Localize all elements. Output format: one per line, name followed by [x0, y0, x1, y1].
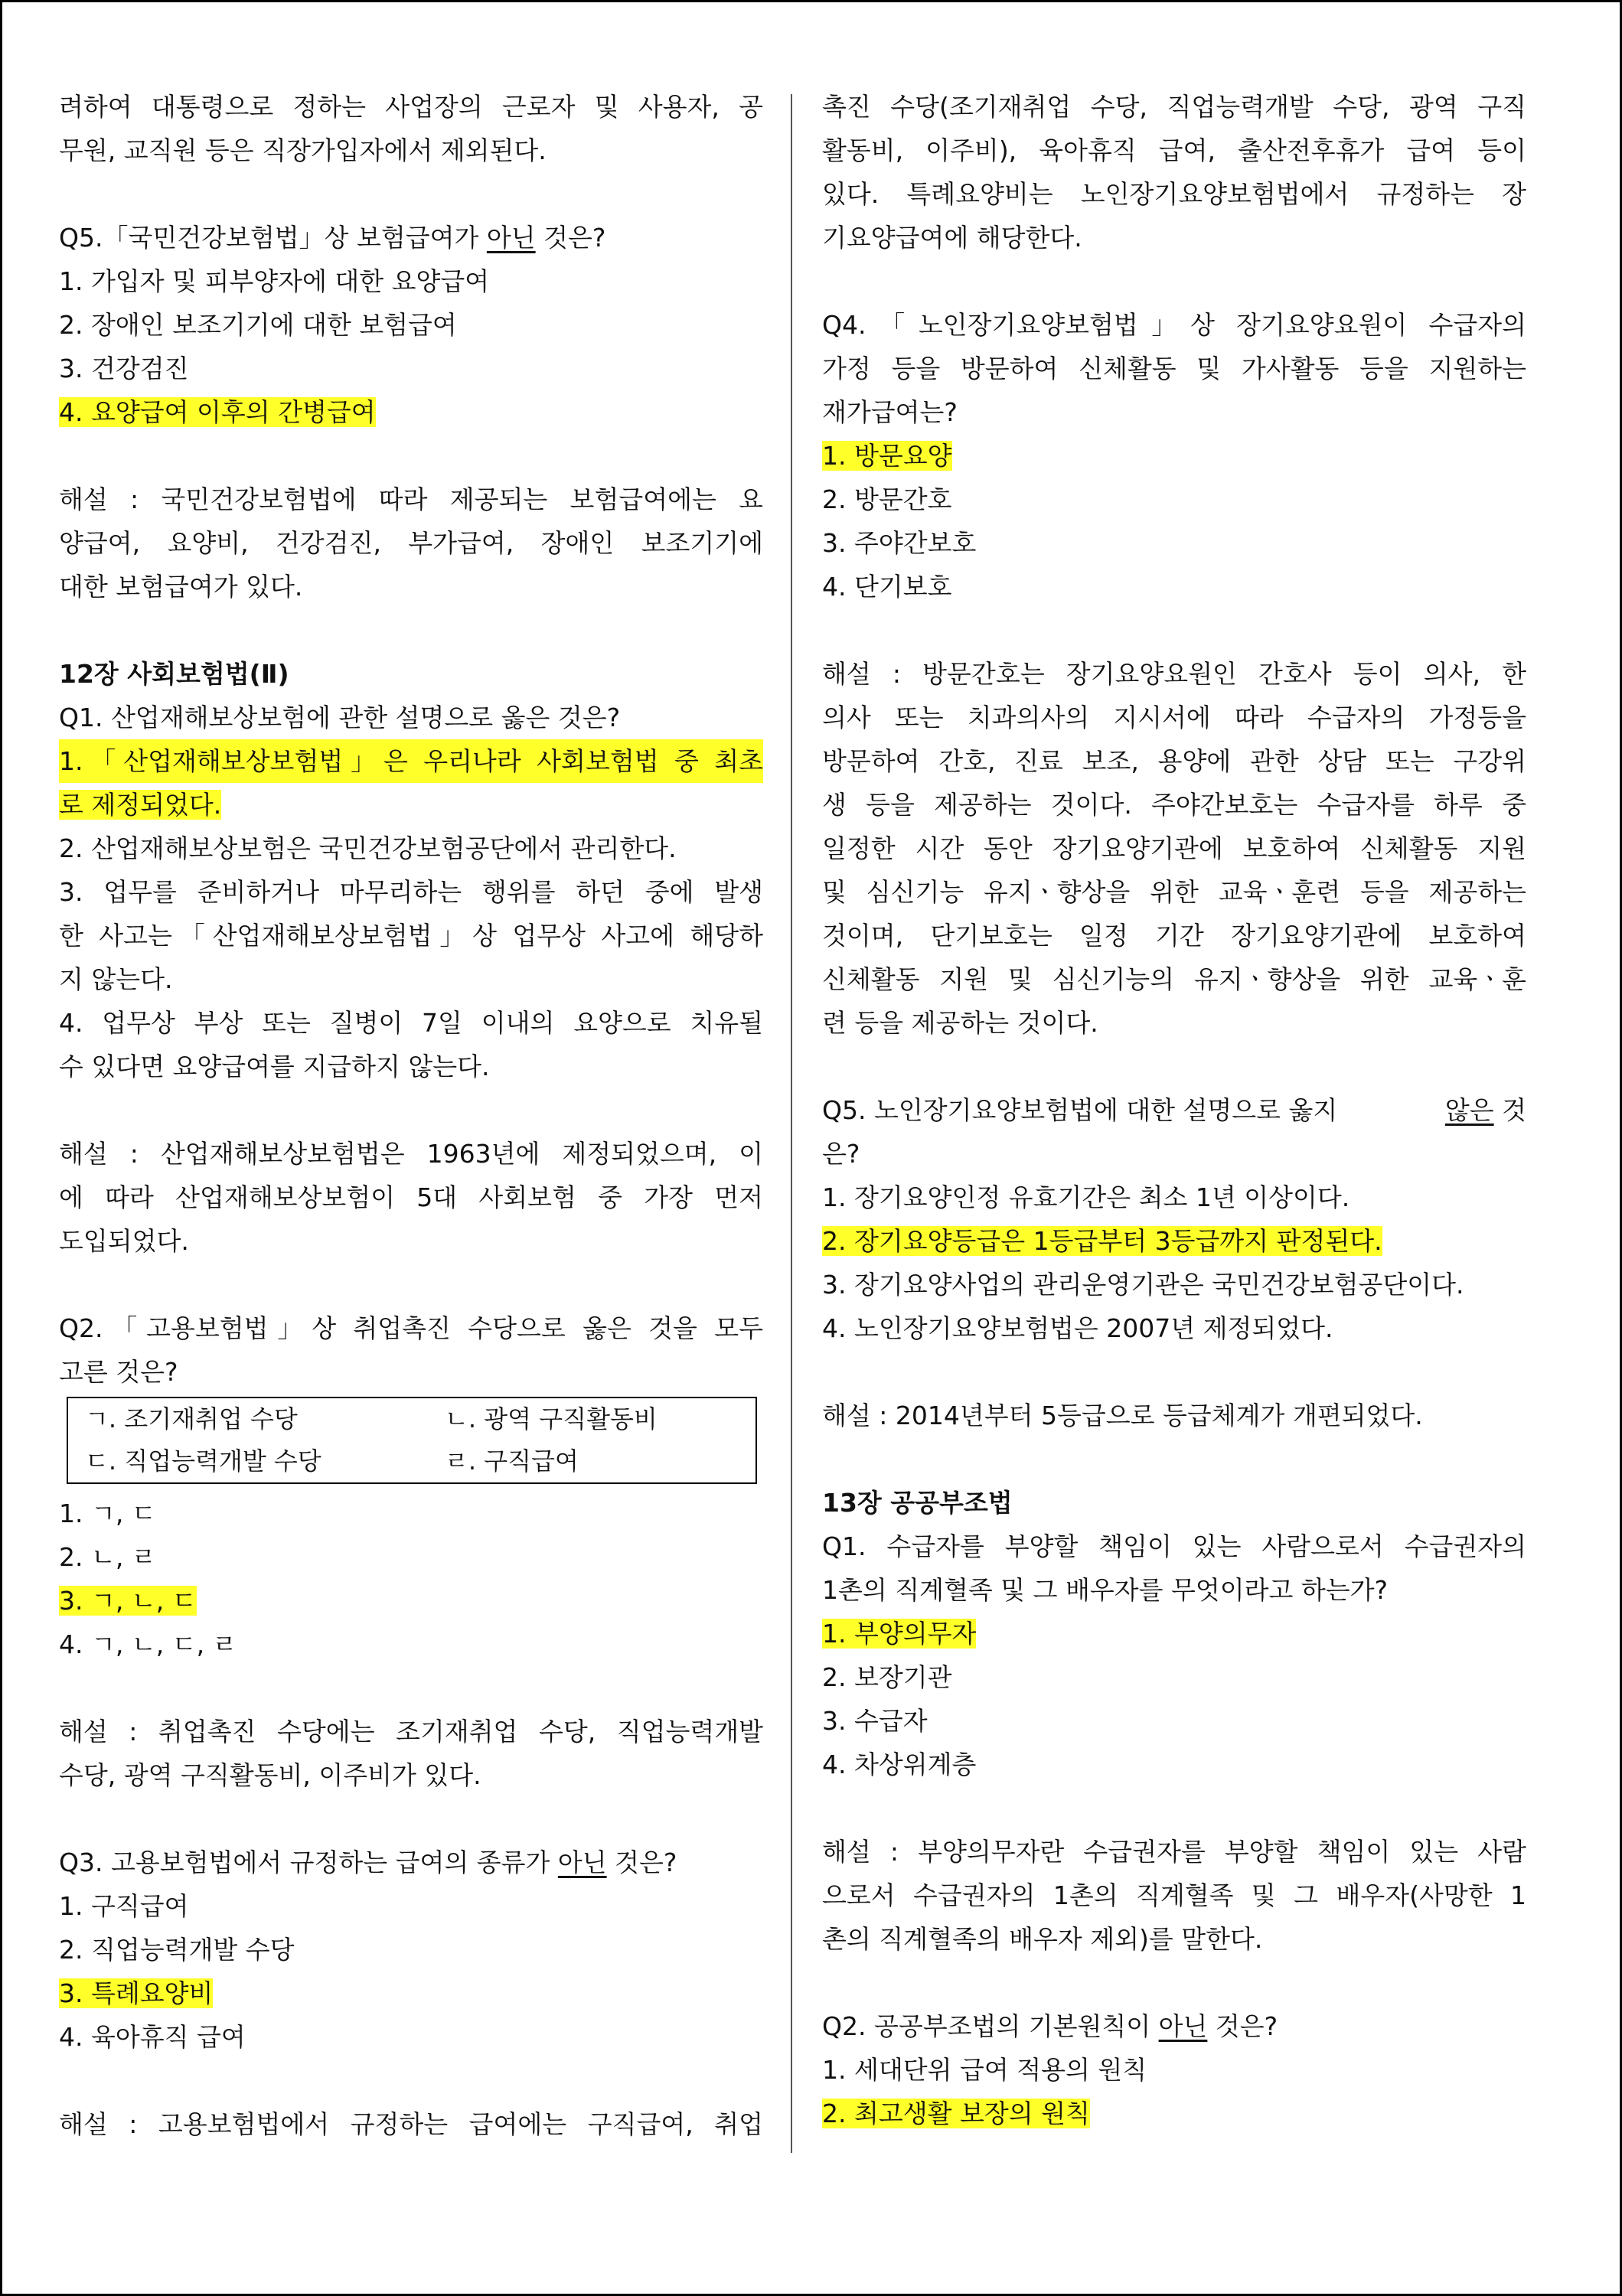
answer-highlight: 3. ㄱ, ㄴ, ㄷ	[59, 1586, 197, 1616]
option-1: 1. 구직급여	[59, 1891, 189, 1921]
left-column	[59, 85, 763, 2146]
option-2: 2. 산업재해보상보험은 국민건강보험공단에서 관리한다.	[59, 833, 677, 863]
option-1: 1. 장기요양인정 유효기간은 최소 1년 이상이다.	[822, 1182, 1350, 1212]
option-3: 3. 주야간보호	[822, 528, 977, 558]
choice-box	[67, 1397, 757, 1484]
underlined-word: 아닌	[486, 223, 536, 253]
continuation-line: 촉진 수당(조기재취업 수당, 직업능력개발 수당, 광역 구직	[822, 92, 1526, 122]
underlined-word: 아닌	[557, 1848, 607, 1877]
option-2: 2. ㄴ, ㄹ	[59, 1542, 156, 1572]
explanation-line: 련 등을 제공하는 것이다.	[822, 1008, 1098, 1038]
underlined-word: 않은	[1444, 1095, 1494, 1125]
option-2: 2. 장애인 보조기기에 대한 보험급여	[59, 310, 457, 340]
continuation-line: 기요양급여에 해당한다.	[822, 223, 1082, 253]
intro-line-1: 려하여 대통령으로 정하는 사업장의 근로자 및 사용자, 공	[59, 92, 763, 122]
explanation-line: 해설 : 고용보험법에서 규정하는 급여에는 구직급여, 취업	[59, 2109, 763, 2139]
ch12-q1-question: Q1. 산업재해보상보험에 관한 설명으로 옳은 것은?	[59, 703, 621, 732]
choice-item: ㄹ. 구직급여	[445, 1446, 579, 1476]
explanation-line: 해설 : 부양의무자란 수급권자를 부양할 책임이 있는 사람	[822, 1837, 1526, 1867]
explanation-line: 양급여, 요양비, 건강검진, 부가급여, 장애인 보조기기에	[59, 528, 763, 558]
answer-highlight: 3. 특례요양비	[59, 1978, 214, 2008]
answer-highlight: 1. 부양의무자	[822, 1619, 977, 1649]
column-divider	[791, 94, 792, 2153]
answer-highlight: 1. 방문요양	[822, 441, 952, 471]
ch12-q5-question: Q5. 노인장기요양보험법에 대한 설명으로 옳지 않은 것	[822, 1095, 1526, 1125]
continuation-line: 있다. 특례요양비는 노인장기요양보험법에서 규정하는 장	[822, 179, 1526, 209]
answer-highlight: 2. 장기요양등급은 1등급부터 3등급까지 판정된다.	[822, 1226, 1382, 1256]
explanation-line: 도입되었다.	[59, 1226, 189, 1256]
ch12-q2-question: Q2.「고용보험법」상 취업촉진 수당으로 옳은 것을 모두	[59, 1313, 763, 1343]
option-2: 2. 직업능력개발 수당	[59, 1935, 295, 1965]
explanation-line: 것이며, 단기보호는 일정 기간 장기요양기관에 보호하여	[822, 921, 1526, 951]
explanation-line: 일정한 시간 동안 장기요양기관에 보호하여 신체활동 지원	[822, 833, 1526, 863]
ch12-q5-question: 은?	[822, 1139, 860, 1169]
option-4: 4. 노인장기요양보험법은 2007년 제정되었다.	[822, 1313, 1333, 1343]
choice-item: ㄷ. 직업능력개발 수당	[85, 1446, 321, 1476]
option-3: 한 사고는「산업재해보상보험법」상 업무상 사고에 해당하	[59, 921, 763, 951]
answer-highlight: 로 제정되었다.	[59, 790, 222, 820]
option-3: 3. 수급자	[822, 1706, 928, 1736]
ch12-q4-question: 재가급여는?	[822, 397, 958, 427]
choice-item: ㄴ. 광역 구직활동비	[445, 1404, 658, 1433]
ch12-q2-question: 고른 것은?	[59, 1357, 178, 1387]
intro-line-2: 무원, 교직원 등은 직장가입자에서 제외된다.	[59, 135, 547, 165]
option-3: 3. 장기요양사업의 관리운영기관은 국민건강보험공단이다.	[822, 1270, 1464, 1300]
chapter-13-title: 13장 공공부조법	[822, 1488, 1013, 1518]
ch12-q3-question: Q3. 고용보험법에서 규정하는 급여의 종류가 아닌 것은?	[59, 1848, 677, 1877]
option-4: 수 있다면 요양급여를 지급하지 않는다.	[59, 1052, 490, 1081]
explanation-line: 신체활동 지원 및 심신기능의 유지ㆍ향상을 위한 교육ㆍ훈	[822, 964, 1526, 994]
explanation-line: 으로서 수급권자의 1촌의 직계혈족 및 그 배우자(사망한 1	[822, 1880, 1526, 1910]
explanation-line: 대한 보험급여가 있다.	[59, 572, 303, 602]
explanation-line: 해설 : 방문간호는 장기요양요원인 간호사 등이 의사, 한	[822, 659, 1526, 689]
option-1: 1. 세대단위 급여 적용의 원칙	[822, 2055, 1147, 2085]
explanation-line: 해설 : 2014년부터 5등급으로 등급체계가 개편되었다.	[822, 1401, 1423, 1430]
choice-item: ㄱ. 조기재취업 수당	[85, 1404, 298, 1433]
option-1: 1. ㄱ, ㄷ	[59, 1499, 156, 1528]
explanation-line: 방문하여 간호, 진료 보조, 용양에 관한 상담 또는 구강위	[822, 746, 1526, 776]
continuation-line: 활동비, 이주비), 육아휴직 급여, 출산전후휴가 급여 등이	[822, 135, 1526, 165]
option-4: 4. 단기보호	[822, 572, 952, 602]
explanation-line: 촌의 직계혈족의 배우자 제외)를 말한다.	[822, 1924, 1263, 1954]
ch11-q5-question: Q5.「국민건강보험법」상 보험급여가 아닌 것은?	[59, 223, 606, 253]
chapter-12-title: 12장 사회보험법(Ⅱ)	[59, 659, 289, 689]
ch13-q1-question: Q1. 수급자를 부양할 책임이 있는 사람으로서 수급권자의	[822, 1531, 1526, 1561]
explanation-line: 해설 : 산업재해보상보험법은 1963년에 제정되었으며, 이	[59, 1139, 763, 1169]
explanation-line: 수당, 광역 구직활동비, 이주비가 있다.	[59, 1760, 481, 1790]
ch13-q2-question: Q2. 공공부조법의 기본원칙이 아닌 것은?	[822, 2011, 1278, 2041]
option-4: 4. ㄱ, ㄴ, ㄷ, ㄹ	[59, 1629, 237, 1659]
answer-highlight: 4. 요양급여 이후의 간병급여	[59, 397, 376, 427]
explanation-line: 생 등을 제공하는 것이다. 주야간보호는 수급자를 하루 중	[822, 790, 1526, 820]
option-3: 지 않는다.	[59, 964, 173, 994]
option-4: 4. 업무상 부상 또는 질병이 7일 이내의 요양으로 치유될	[59, 1008, 763, 1038]
ch13-q1-question: 1촌의 직계혈족 및 그 배우자를 무엇이라고 하는가?	[822, 1575, 1389, 1605]
explanation-line: 및 심신기능 유지ㆍ향상을 위한 교육ㆍ훈련 등을 제공하는	[822, 877, 1526, 907]
right-column	[822, 85, 1526, 2135]
explanation-line: 에 따라 산업재해보상보험이 5대 사회보험 중 가장 먼저	[59, 1182, 763, 1212]
underlined-word: 아닌	[1158, 2011, 1208, 2041]
explanation-line: 의사 또는 치과의사의 지시서에 따라 수급자의 가정등을	[822, 703, 1526, 732]
option-4: 4. 육아휴직 급여	[59, 2022, 246, 2052]
option-1: 1. 가입자 및 피부양자에 대한 요양급여	[59, 266, 490, 296]
option-3: 3. 건강검진	[59, 354, 189, 383]
option-2: 2. 방문간호	[822, 484, 952, 514]
answer-highlight: 1.「산업재해보상보험법」은 우리나라 사회보험법 중 최초	[59, 739, 763, 783]
option-2: 2. 보장기관	[822, 1662, 952, 1692]
explanation-line: 해설 : 국민건강보험법에 따라 제공되는 보험급여에는 요	[59, 484, 763, 514]
ch12-q4-question: 가정 등을 방문하여 신체활동 및 가사활동 등을 지원하는	[822, 354, 1526, 383]
answer-highlight: 2. 최고생활 보장의 원칙	[822, 2099, 1090, 2128]
ch12-q4-question: Q4.「노인장기요양보험법」상 장기요양요원이 수급자의	[822, 310, 1526, 340]
option-3: 3. 업무를 준비하거나 마무리하는 행위를 하던 중에 발생	[59, 877, 763, 907]
option-4: 4. 차상위계층	[822, 1750, 977, 1779]
explanation-line: 해설 : 취업촉진 수당에는 조기재취업 수당, 직업능력개발	[59, 1717, 763, 1746]
